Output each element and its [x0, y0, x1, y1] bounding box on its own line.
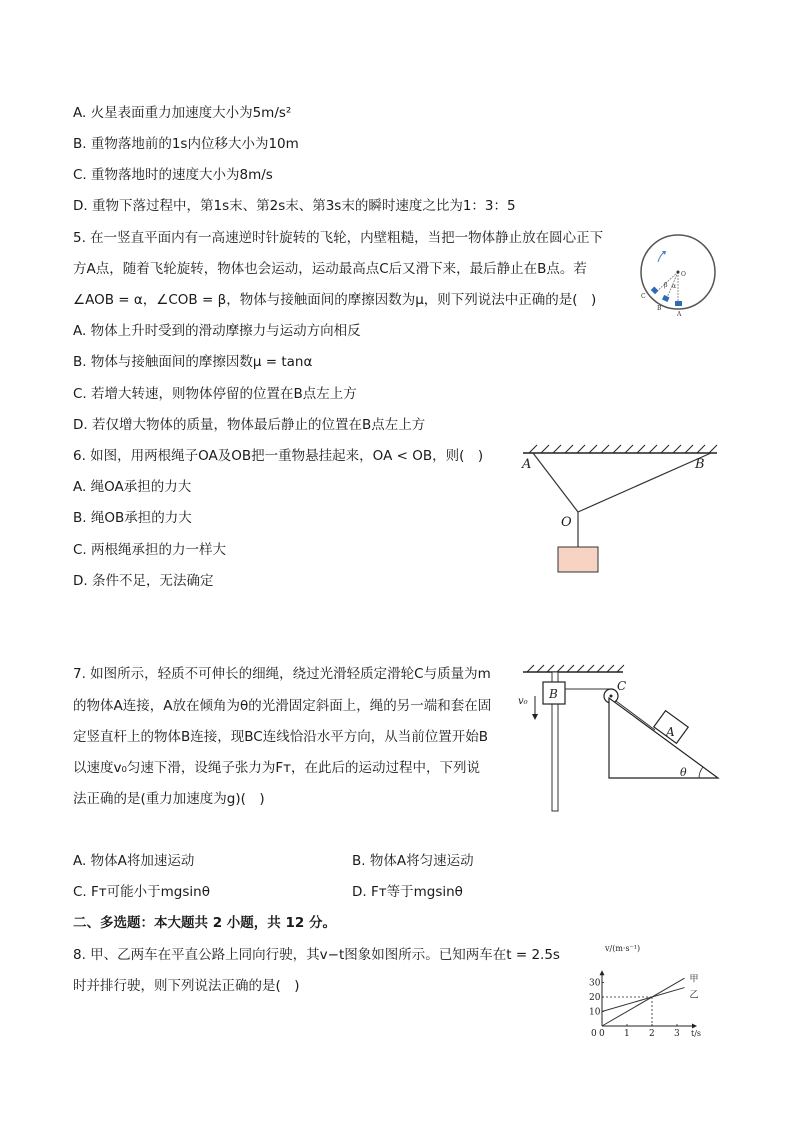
label-alpha: α [672, 283, 677, 290]
q8-stem-line-2: 时并排行驶，则下列说法正确的是( ) [73, 978, 300, 994]
q7-option-a: A. 物体A将加速运动 [73, 853, 195, 869]
q7-option-b: B. 物体A将匀速运动 [352, 853, 474, 869]
series-label-1: 甲 [689, 974, 699, 985]
q4-option-c: C. 重物落地时的速度大小为8m/s [73, 167, 273, 183]
x-tick-label: 1 [624, 1029, 630, 1037]
q4-option-a: A. 火星表面重力加速度大小为5m/s² [73, 105, 292, 121]
label-a: A [666, 725, 675, 739]
label-b: B [657, 305, 662, 312]
q7-option-c: C. Fᴛ可能小于mgsinθ [73, 884, 210, 900]
block-at-b [662, 295, 670, 302]
q5-stem-line-3: ∠AOB = α，∠COB = β，物体与接触面间的摩擦因数为μ，则下列说法中正确的是( ) [73, 292, 597, 308]
label-a: A [522, 457, 532, 472]
q5-stem-line-1: 5. 在一竖直平面内有一高速逆时针旋转的飞轮，内壁粗糙，当把一物体静止放在圆心正下 [73, 230, 604, 246]
q5-flywheel-figure [638, 232, 720, 316]
x-axis-arrow-icon [692, 1024, 697, 1029]
x-tick-label: 2 [649, 1029, 655, 1037]
label-o: O [681, 271, 686, 278]
q6-option-b: B. 绳OB承担的力大 [73, 510, 192, 526]
q7-stem-line-4: 以速度v₀匀速下滑，设绳子张力为Fᴛ，在此后的运动过程中，下列说 [73, 760, 481, 776]
q6-stem: 6. 如图，用两根绳子OA及OB把一重物悬挂起来，OA < OB，则( ) [73, 448, 484, 464]
x-tick-label: 3 [674, 1029, 680, 1037]
label-c: C [617, 679, 627, 693]
ceiling-hatch [527, 665, 624, 672]
weight-block [558, 547, 598, 572]
q6-rope-figure [515, 440, 725, 575]
rope-oa [533, 453, 578, 512]
y-tick-label: 20 [589, 993, 601, 1003]
origin-label: 0 [591, 1029, 597, 1037]
label-o: O [561, 515, 572, 530]
q6-option-c: C. 两根绳承担的力一样大 [73, 542, 227, 558]
q4-option-b: B. 重物落地前的1s内位移大小为10m [73, 136, 299, 152]
velocity-arrow-icon [532, 714, 538, 720]
y-tick-label: 30 [589, 978, 601, 989]
label-v0: v₀ [518, 696, 528, 707]
incline [609, 698, 718, 778]
q5-option-b: B. 物体与接触面间的摩擦因数μ = tanα [73, 354, 313, 370]
q5-option-d: D. 若仅增大物体的质量，物体最后静止的位置在B点左上方 [73, 417, 426, 433]
label-theta: θ [680, 766, 687, 779]
q7-stem-line-1: 7. 如图所示，轻质不可伸长的细绳，绕过光滑轻质定滑轮C与质量为m [73, 666, 491, 682]
q7-stem-line-3: 定竖直杆上的物体B连接，现BC连线恰沿水平方向，从当前位置开始B [73, 729, 488, 745]
q5-stem-line-2: 方A点，随着飞轮旋转，物体也会运动，运动最高点C后又滑下来，最后静止在B点。若 [73, 261, 587, 277]
label-b: B [695, 457, 705, 472]
q5-option-a: A. 物体上升时受到的滑动摩擦力与运动方向相反 [73, 323, 361, 339]
q5-option-c: C. 若增大转速，则物体停留的位置在B点左上方 [73, 386, 357, 402]
rotation-arrow-icon [658, 252, 664, 262]
q6-option-a: A. 绳OA承担的力大 [73, 479, 192, 495]
rope-ob [578, 453, 711, 512]
label-b: B [549, 687, 558, 701]
q7-pulley-figure [515, 660, 725, 815]
y-tick-label: 10 [589, 1007, 601, 1018]
q7-stem-line-5: 法正确的是(重力加速度为g)( ) [73, 791, 265, 807]
ceiling-hatch [529, 445, 717, 453]
series-line-1 [602, 978, 685, 1026]
x-axis-label: t/s [691, 1029, 702, 1037]
y-axis-label: v/(m·s⁻¹) [605, 944, 641, 953]
label-c: C [641, 293, 646, 300]
q7-option-d: D. Fᴛ等于mgsinθ [352, 884, 463, 900]
x-tick-label: 0 [599, 1029, 605, 1037]
series-label-2: 乙 [689, 990, 699, 1001]
q7-stem-line-2: 的物体A连接，A放在倾角为θ的光滑固定斜面上，绳的另一端和套在固 [73, 698, 492, 714]
block-at-c [651, 286, 659, 294]
q4-option-d: D. 重物下落过程中，第1s末、第2s末、第3s末的瞬时速度之比为1：3：5 [73, 198, 516, 214]
label-beta: β [664, 282, 668, 289]
vt-chart [588, 942, 722, 1037]
q8-stem-line-1: 8. 甲、乙两车在平直公路上同向行驶，其v−t图象如图所示。已知两车在t = 2.5s [73, 947, 560, 963]
q6-option-d: D. 条件不足，无法确定 [73, 573, 214, 589]
block-at-a [675, 301, 682, 306]
series-line-2 [602, 988, 685, 1012]
section-heading: 二、多选题：本大题共 2 小题，共 12 分。 [73, 915, 336, 931]
label-a: A [677, 311, 682, 316]
y-axis-arrow-icon [600, 970, 605, 975]
